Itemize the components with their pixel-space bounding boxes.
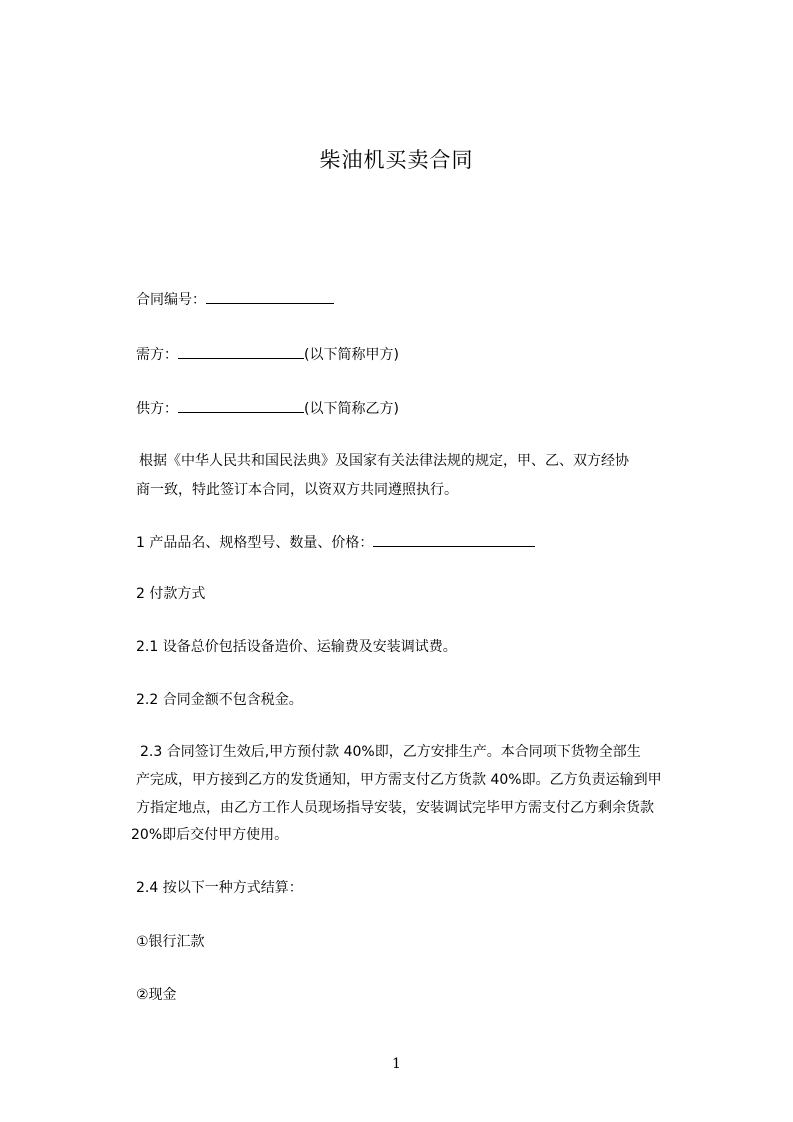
seller-suffix: (以下简称乙方) (304, 401, 399, 417)
contract-number-blank[interactable] (206, 290, 334, 304)
option-bank-transfer: ①银行汇款 (136, 934, 205, 950)
item-1-blank[interactable] (373, 533, 535, 547)
page-number: 1 (392, 1056, 401, 1072)
item-2-1: 2.1 设备总价包括设备造价、运输费及安装调试费。 (136, 639, 457, 655)
preamble-line-2: 商一致，特此签订本合同，以资双方共同遵照执行。 (136, 482, 458, 498)
buyer-suffix: (以下简称甲方) (304, 347, 399, 363)
item-2-3-line-3: 方指定地点，由乙方工作人员现场指导安装，安装调试完毕甲方需支付乙方剩余货款 (136, 800, 654, 816)
buyer-blank[interactable] (178, 345, 304, 359)
seller-label: 供方： (136, 401, 178, 417)
document-title: 柴油机买卖合同 (319, 148, 474, 172)
item-2-3-line-2: 产完成，甲方接到乙方的发货通知，甲方需支付乙方货款 40%即。乙方负责运输到甲 (136, 772, 662, 788)
item-1-label: 1 产品品名、规格型号、数量、价格： (136, 535, 374, 551)
contract-number-line (136, 290, 334, 310)
seller-line (136, 399, 399, 419)
contract-number-label: 合同编号： (136, 292, 206, 308)
option-cash: ②现金 (136, 987, 177, 1003)
buyer-line (136, 345, 399, 365)
item-2-3-line-4: 20%即后交付甲方使用。 (131, 827, 289, 843)
item-1-line (136, 533, 535, 553)
seller-blank[interactable] (178, 399, 304, 413)
item-2-3-line-1: 2.3 合同签订生效后,甲方预付款 40%即，乙方安排生产。本合同项下货物全部生 (140, 744, 641, 760)
item-2-heading: 2 付款方式 (136, 586, 206, 602)
buyer-label: 需方： (136, 347, 178, 363)
item-2-2: 2.2 合同金额不包含税金。 (136, 692, 303, 708)
item-2-4: 2.4 按以下一种方式结算： (136, 880, 303, 896)
preamble-line-1: 根据《中华人民共和国民法典》及国家有关法律法规的规定，甲、乙、双方经协 (139, 453, 629, 469)
